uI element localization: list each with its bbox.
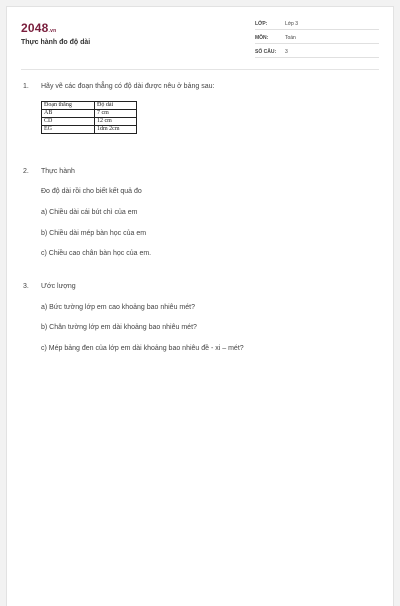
meta-subject-row <box>255 33 379 44</box>
meta-subject-key: MÔN: <box>255 35 269 41</box>
meta-class-row <box>255 19 379 30</box>
question-2-line: Đo độ dài rồi cho biết kết quả đo <box>41 188 142 195</box>
question-3-line: a) Bức tường lớp em cao khoảng bao nhiêu mét? <box>41 304 195 311</box>
table-cell: AB <box>42 110 95 118</box>
table-header-cell: Độ dài <box>95 102 137 110</box>
header-divider <box>21 69 379 70</box>
table-cell: 1dm 2cm <box>95 126 137 134</box>
table-cell: EG <box>42 126 95 134</box>
meta-subject-value: Toán <box>285 35 296 41</box>
table-cell: 7 cm <box>95 110 137 118</box>
table-cell: 12 cm <box>95 118 137 126</box>
question-2-line: b) Chiều dài mép bàn học của em <box>41 230 147 237</box>
question-1-text: Hãy vẽ các đoạn thẳng có độ dài được nêu ở bảng sau: <box>41 83 215 90</box>
question-2-text: Thực hành <box>41 168 75 175</box>
question-2-line: a) Chiều dài cái bút chì của em <box>41 209 138 216</box>
question-2-line: c) Chiều cao chân bàn học của em. <box>41 250 152 257</box>
question-3-text: Ước lượng <box>41 283 76 290</box>
table-cell: CD <box>42 118 95 126</box>
question-3-number: 3. <box>23 283 29 290</box>
table-header-row <box>42 102 137 110</box>
worksheet-page <box>6 6 394 606</box>
question-2-number: 2. <box>23 168 29 175</box>
table-row <box>42 118 137 126</box>
meta-count-value: 3 <box>285 49 288 55</box>
logo-tld: .vn <box>48 28 57 34</box>
meta-class-value: Lớp 3 <box>285 21 299 27</box>
logo-text: 2048 <box>21 21 49 35</box>
document-title: Thực hành đo độ dài <box>21 39 91 46</box>
logo[interactable] <box>21 21 56 35</box>
table-row <box>42 110 137 118</box>
table-header-cell: Đoạn thẳng <box>42 102 95 110</box>
meta-class-key: LỚP: <box>255 21 268 27</box>
question-3-line: b) Chân tường lớp em dài khoảng bao nhiêu mét? <box>41 324 197 331</box>
question-1-number: 1. <box>23 83 29 90</box>
table-row <box>42 126 137 134</box>
length-table <box>41 101 137 134</box>
meta-count-row <box>255 47 379 58</box>
meta-count-key: SỐ CÂU: <box>255 49 277 55</box>
question-3-line: c) Mép bảng đen của lớp em dài khoảng bao nhiêu đề - xi – mét? <box>41 345 244 352</box>
